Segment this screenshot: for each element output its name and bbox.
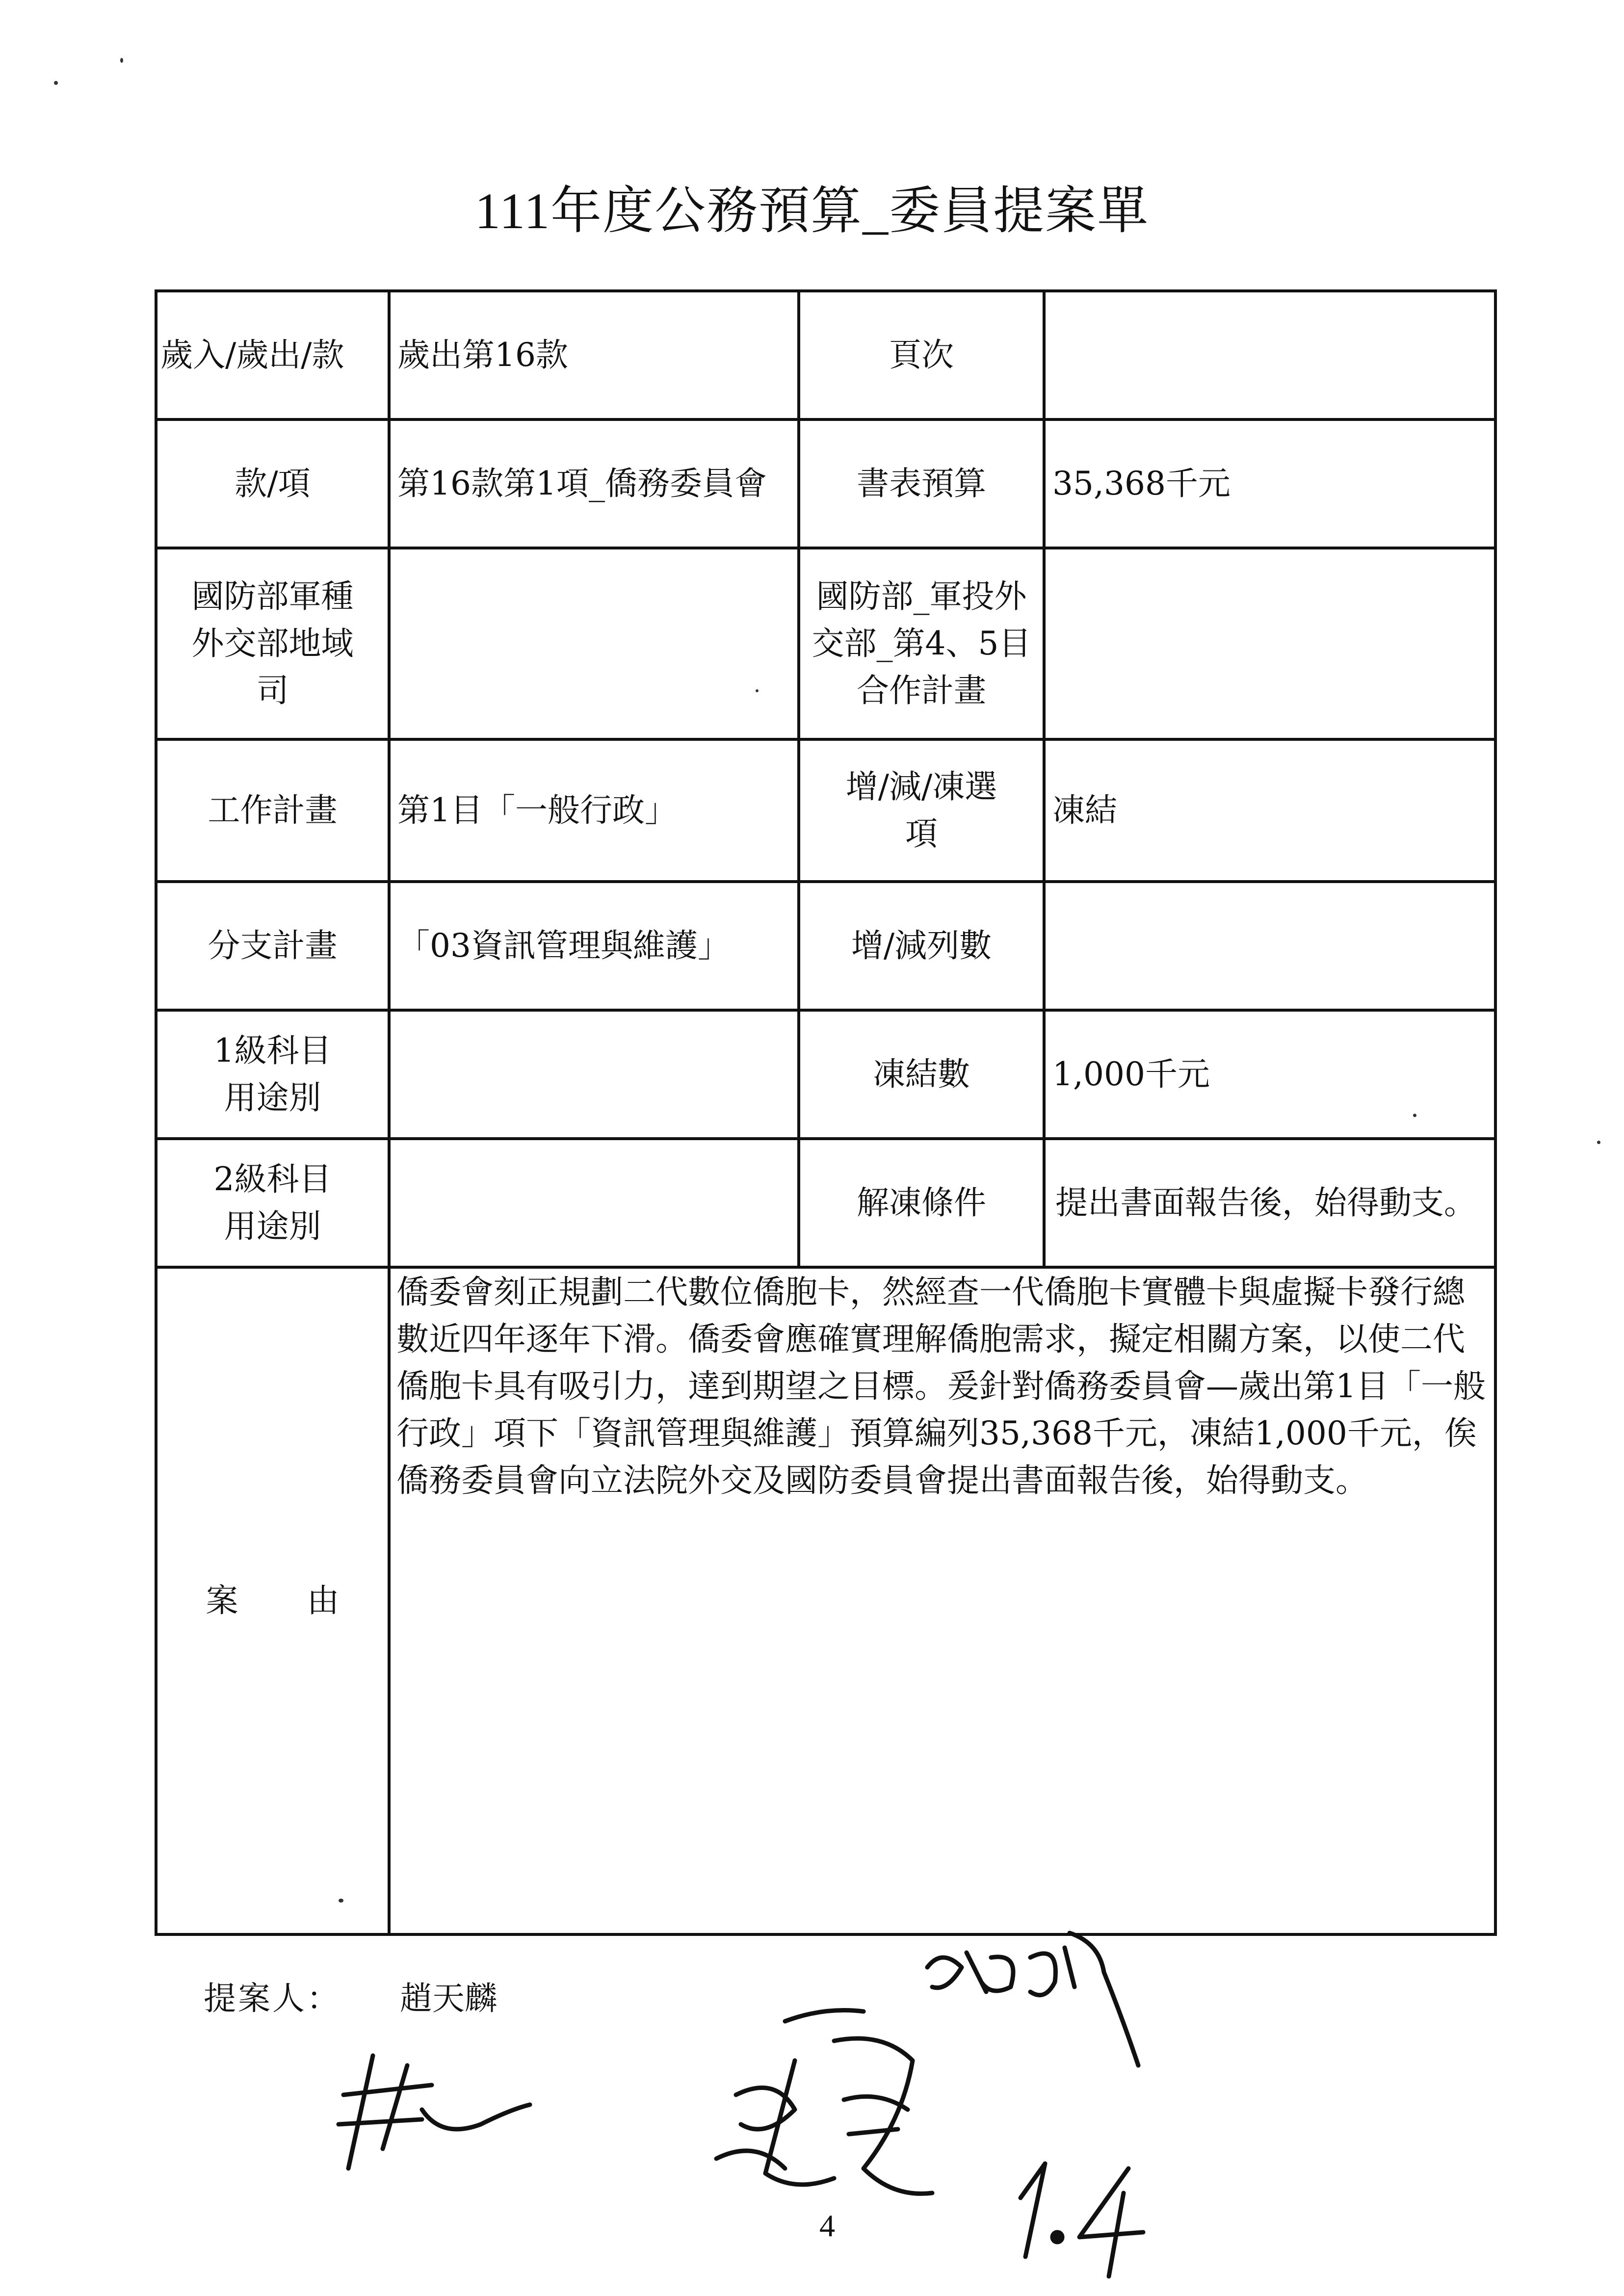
label-reason-char-b: 由 [307, 1582, 340, 1619]
value-branch-plan: 「03資訊管理與維護」 [389, 882, 799, 1010]
handwritten-mark [1021, 2164, 1045, 2257]
signature-stroke [967, 1953, 1013, 1992]
signature-stroke [339, 2119, 422, 2124]
scan-speck [54, 81, 58, 85]
value-category: 歲出第16款 [389, 291, 799, 419]
value-book-budget: 35,368千元 [1044, 419, 1495, 548]
label-adjust-amount: 增/減列數 [799, 882, 1044, 1010]
label-book-budget: 書表預算 [799, 419, 1044, 548]
label-item: 款/項 [156, 419, 389, 548]
label-unfreeze-condition: 解凍條件 [799, 1139, 1044, 1267]
value-item: 第16款第1項_僑務委員會 [389, 419, 799, 548]
signature-stroke [834, 2038, 932, 2193]
label-defense-investment: 國防部_軍投外交部_第4、5目合作計畫 [799, 548, 1044, 739]
scan-speck [1597, 1141, 1600, 1144]
label-reason-char-a: 案 [206, 1582, 238, 1619]
scan-speck [120, 58, 123, 63]
label-level2-subject: 2級科目用途別 [156, 1139, 389, 1267]
signature-stroke [927, 1957, 962, 1988]
handwritten-mark [1079, 2168, 1143, 2276]
value-frozen-amount: 1,000千元 [1044, 1010, 1495, 1139]
value-work-plan: 第1目「一般行政」 [389, 739, 799, 882]
label-category: 歲入/歲出/款 [156, 291, 389, 419]
proposer-label: 提案人： [204, 1980, 341, 2017]
scan-speck [1413, 1114, 1416, 1117]
label-page-ref: 頁次 [799, 291, 1044, 419]
signature-stroke [1070, 1933, 1138, 2065]
label-level1-subject: 1級科目用途別 [156, 1010, 389, 1139]
signature-stroke [785, 2010, 864, 2022]
value-adjust-option: 凍結 [1044, 739, 1495, 882]
label-branch-plan: 分支計畫 [156, 882, 389, 1010]
scan-speck [756, 689, 759, 692]
page-number: 4 [819, 2208, 835, 2243]
label-defense-branch: 國防部軍種外交部地域司 [156, 548, 389, 739]
value-unfreeze-condition: 提出書面報告後，始得動支。 [1044, 1139, 1495, 1267]
scan-speck [339, 1899, 343, 1903]
label-work-plan: 工作計畫 [156, 739, 389, 882]
signature-stroke [716, 2151, 785, 2168]
reason-text: 僑委會刻正規劃二代數位僑胞卡，然經查一代僑胞卡實體卡與虛擬卡發行總數近四年逐年下滑。僑委會應確實理解僑胞需求，擬定相關方案，以使二代僑胞卡具有吸引力，達到期望之目標。爰針對僑務委員會—歲出第1目「一般行政」項下「資訊管理與維護」預算編列35,368千元，凍結1,000千元，俟僑務委員會向立法院外交及國防委員會提出書面報告後，始得動支。 [389, 1267, 1495, 1934]
label-frozen-amount: 凍結數 [799, 1010, 1044, 1139]
label-adjust-option: 增/減/凍選項 [799, 739, 1044, 882]
proposer-name: 趙天麟 [400, 1980, 497, 2017]
document-title: 111年度公務預算_委員提案單 [474, 183, 1150, 239]
signature-stroke [1030, 1948, 1074, 1995]
signature-stroke [343, 2056, 530, 2168]
